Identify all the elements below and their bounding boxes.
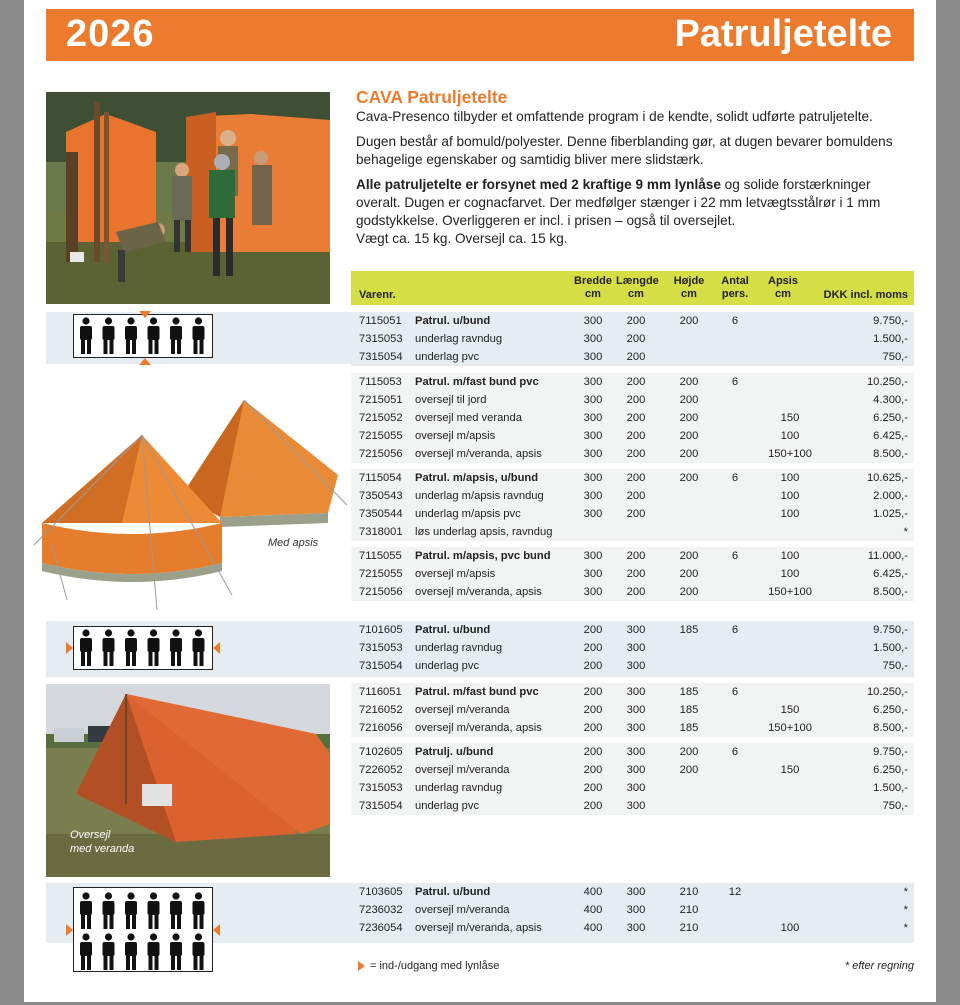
cell-hoejde: 185 [679,686,699,698]
cell-apsis: 100 [780,508,800,520]
table-row [351,445,914,463]
zipper-highlight: Alle patruljetelte er forsynet med 2 kraftige 9 mm lynlåse [356,177,721,192]
cell-bredde: 200 [583,800,603,812]
cell-description: Patrul. u/bund [415,624,491,636]
cell-description: oversejl med veranda [415,412,522,424]
header-hoejde: Højde cm [673,275,705,300]
caption-oversejl: Oversejl med veranda [70,829,135,855]
cell-laengde: 300 [626,722,646,734]
cell-bredde: 300 [583,412,603,424]
cell-description: oversejl m/veranda [415,904,510,916]
cell-description: underlag pvc [415,660,480,672]
cell-bredde: 400 [583,904,603,916]
cell-laengde: 200 [626,376,646,388]
header-bredde: Bredde cm [574,275,612,300]
cell-bredde: 300 [583,448,603,460]
product-group [351,883,914,937]
cell-laengde: 200 [626,448,646,460]
cell-laengde: 300 [626,764,646,776]
cell-varenr: 7215056 [359,448,403,460]
cell-apsis: 150 [780,704,800,716]
photo-scouts-pitching-tent [46,92,330,304]
caption-med-apsis: Med apsis [268,537,319,549]
cell-apsis: 150 [780,764,800,776]
cell-varenr: 7215056 [359,586,403,598]
cell-laengde: 200 [626,412,646,424]
cell-price: 1.025,- [873,508,908,520]
table-row [351,683,914,701]
cell-hoejde: 200 [679,568,699,580]
table-row [351,312,914,330]
cell-laengde: 200 [626,568,646,580]
six-person-icon [73,626,213,670]
cell-price: 6.425,- [873,430,908,442]
table-row [351,583,914,601]
table-row [351,505,914,523]
cell-laengde: 200 [626,333,646,345]
cell-laengde: 300 [626,660,646,672]
cell-antal: 6 [731,624,739,636]
cell-price: 11.000,- [867,550,908,562]
table-row [351,743,914,761]
cell-description: Patrul. m/fast bund pvc [415,376,539,388]
cell-varenr: 7216056 [359,722,403,734]
cell-bredde: 400 [583,886,603,898]
table-row [351,427,914,445]
legend-zipper-entrance: = ind-/udgang med lynlåse [370,960,500,972]
cell-price: 750,- [882,351,908,363]
intro-text [356,88,916,255]
cell-bredde: 300 [583,472,603,484]
product-group [351,373,914,463]
entrance-arrow-icon [139,311,151,318]
cell-description: Patrulj. u/bund [415,746,494,758]
cell-laengde: 300 [626,886,646,898]
cell-description: oversejl m/veranda [415,704,510,716]
table-row [351,487,914,505]
cell-price: 6.250,- [873,412,908,424]
weight-note: Vægt ca. 15 kg. Oversejl ca. 15 kg. [356,231,568,246]
product-group [351,547,914,601]
cell-antal: 6 [731,686,739,698]
table-row [351,657,914,675]
cell-varenr: 7318001 [359,526,403,538]
cell-varenr: 7315053 [359,642,403,654]
table-row [351,883,914,901]
product-group [351,312,914,366]
cell-bredde: 200 [583,686,603,698]
cell-price: 1.500,- [873,642,908,654]
cell-description: underlag ravndug [415,782,503,794]
table-row [351,797,914,815]
cell-price: 8.500,- [873,448,908,460]
cell-hoejde: 200 [679,472,699,484]
cell-apsis: 100 [780,472,800,484]
cell-price: 1.500,- [873,782,908,794]
cell-price: 8.500,- [873,586,908,598]
table-row [351,547,914,565]
cell-hoejde: 200 [679,412,699,424]
cell-laengde: 300 [626,782,646,794]
table-row [351,469,914,487]
cell-laengde: 200 [626,430,646,442]
cell-hoejde: 200 [679,764,699,776]
cell-description: Patrul. m/apsis, pvc bund [415,550,551,562]
cell-price: 9.750,- [873,315,908,327]
cell-bredde: 200 [583,624,603,636]
entrance-arrow-icon [139,358,151,365]
cell-bredde: 300 [583,351,603,363]
table-row [351,719,914,737]
cell-price: * [903,922,908,934]
photo-tents-with-apsis [32,395,347,615]
cell-varenr: 7215055 [359,568,403,580]
cell-price: 4.300,- [873,394,908,406]
cell-varenr: 7215055 [359,430,403,442]
cell-varenr: 7115053 [359,376,402,388]
footnote-price-on-request: * efter regning [844,960,914,972]
cell-antal: 6 [731,376,739,388]
cell-hoejde: 200 [679,746,699,758]
table-row [351,391,914,409]
cell-description: Patrul. u/bund [415,315,491,327]
cell-bredde: 200 [583,746,603,758]
cell-price: * [903,526,908,538]
cell-laengde: 300 [626,642,646,654]
cell-price: 6.250,- [873,764,908,776]
cell-laengde: 300 [626,746,646,758]
cell-bredde: 200 [583,642,603,654]
cell-hoejde: 210 [679,904,699,916]
cell-description: Patrul. m/apsis, u/bund [415,472,539,484]
cell-apsis: 100 [780,568,800,580]
intro-paragraph-3-rest: og solide forstærkninger overalt. Dugen er cognacfarvet. Der medfølger stænger i 22 mm letvægtsstålrør i 1 mm godstykkelse. Overliggeren er incl. i prisen – også til oversejlet. [356,177,881,228]
cell-laengde: 200 [626,351,646,363]
cell-description: oversejl m/veranda, apsis [415,722,542,734]
cell-hoejde: 200 [679,586,699,598]
cell-apsis: 150 [780,412,800,424]
table-row [351,373,914,391]
table-row [351,330,914,348]
product-group [351,683,914,737]
cell-antal: 6 [731,550,739,562]
cell-description: underlag pvc [415,800,480,812]
header-apsis: Apsis cm [768,275,798,300]
cell-varenr: 7315054 [359,800,403,812]
catalog-page [24,0,936,1002]
cell-laengde: 200 [626,472,646,484]
cell-varenr: 7116051 [359,686,402,698]
cell-bredde: 300 [583,394,603,406]
cell-varenr: 7102605 [359,746,403,758]
cell-antal: 6 [731,315,739,327]
cell-hoejde: 200 [679,376,699,388]
header-pris: DKK incl. moms [823,289,908,301]
cell-varenr: 7350543 [359,490,403,502]
cell-bredde: 300 [583,568,603,580]
cell-description: løs underlag apsis, ravndug [415,526,553,538]
cell-bredde: 200 [583,722,603,734]
cell-description: oversejl m/apsis [415,568,496,580]
entrance-arrow-icon [213,642,220,654]
cell-varenr: 7226052 [359,764,403,776]
entrance-arrow-icon [66,924,73,936]
cell-bredde: 300 [583,315,603,327]
catalog-year: 2026 [66,13,155,55]
six-person-icon [73,314,213,358]
cell-description: underlag pvc [415,351,480,363]
persons-icon [74,890,211,931]
cell-bredde: 300 [583,586,603,598]
table-header [351,271,914,305]
table-row [351,701,914,719]
cell-bredde: 300 [583,430,603,442]
intro-paragraph-1: Cava-Presenco tilbyder et omfattende program i de kendte, solidt udførte patruljetelte. [356,109,873,124]
cell-hoejde: 210 [679,886,699,898]
cell-price: * [903,904,908,916]
cell-apsis: 150+100 [768,586,812,598]
persons-icon [74,315,211,356]
cell-laengde: 200 [626,586,646,598]
cell-apsis: 100 [780,490,800,502]
cell-price: 6.250,- [873,704,908,716]
cell-bredde: 300 [583,550,603,562]
cell-hoejde: 185 [679,704,699,716]
table-row [351,761,914,779]
table-row [351,621,914,639]
header-antal: Antal pers. [721,275,749,300]
cell-varenr: 7315053 [359,782,403,794]
product-group [351,743,914,815]
cell-apsis: 100 [780,430,800,442]
cell-antal: 6 [731,746,739,758]
cell-laengde: 300 [626,704,646,716]
cell-bredde: 300 [583,508,603,520]
cell-hoejde: 185 [679,722,699,734]
cell-varenr: 7115051 [359,315,402,327]
cell-description: oversejl m/veranda, apsis [415,586,542,598]
cell-laengde: 200 [626,490,646,502]
cell-laengde: 200 [626,550,646,562]
page-title: Patruljetelte [674,13,892,55]
cell-price: 8.500,- [873,722,908,734]
cell-bredde: 400 [583,922,603,934]
cell-apsis: 100 [780,922,800,934]
cell-description: oversejl til jord [415,394,487,406]
cell-laengde: 300 [626,686,646,698]
cell-laengde: 300 [626,624,646,636]
twelve-person-icon [73,887,213,972]
cell-antal: 6 [731,472,739,484]
table-row [351,348,914,366]
cell-laengde: 300 [626,904,646,916]
intro-paragraph-3 [356,176,916,230]
cell-varenr: 7236054 [359,922,403,934]
cell-apsis: 150+100 [768,722,812,734]
cell-varenr: 7103605 [359,886,403,898]
cell-description: underlag ravndug [415,333,503,345]
cell-bredde: 200 [583,782,603,794]
cell-price: * [903,886,908,898]
cell-hoejde: 200 [679,394,699,406]
cell-price: 750,- [882,800,908,812]
cell-laengde: 200 [626,508,646,520]
header-laengde: Længde cm [616,275,659,300]
cell-description: oversejl m/veranda, apsis [415,922,542,934]
product-heading: CAVA Patruljetelte [356,87,508,107]
cell-laengde: 300 [626,800,646,812]
cell-varenr: 7315054 [359,351,403,363]
zipper-arrow-icon [358,961,365,971]
cell-varenr: 7101605 [359,624,403,636]
cell-hoejde: 200 [679,430,699,442]
cell-bredde: 200 [583,704,603,716]
cell-price: 9.750,- [873,624,908,636]
cell-antal: 12 [728,886,742,898]
table-row [351,901,914,919]
cell-price: 1.500,- [873,333,908,345]
table-row [351,523,914,541]
table-row [351,639,914,657]
cell-bredde: 300 [583,376,603,388]
cell-description: Patrul. m/fast bund pvc [415,686,539,698]
cell-varenr: 7215052 [359,412,403,424]
cell-bredde: 300 [583,333,603,345]
cell-apsis: 100 [780,550,800,562]
product-group [351,469,914,541]
persons-icon [74,627,211,668]
cell-laengde: 200 [626,315,646,327]
table-row [351,779,914,797]
cell-hoejde: 185 [679,624,699,636]
entrance-arrow-icon [213,924,220,936]
cell-varenr: 7315054 [359,660,403,672]
cell-price: 9.750,- [873,746,908,758]
cell-price: 10.250,- [866,376,908,388]
intro-paragraph-2: Dugen består af bomuld/polyester. Denne fiberblanding gør, at dugen bevarer bomuldens behagelige egenskaber og samtidig bliver mere slidstærk. [356,134,893,167]
cell-description: underlag m/apsis ravndug [415,490,544,502]
cell-hoejde: 210 [679,922,699,934]
cell-apsis: 150+100 [768,448,812,460]
cell-bredde: 200 [583,660,603,672]
cell-price: 750,- [882,660,908,672]
table-row [351,565,914,583]
table-row [351,919,914,937]
cell-varenr: 7350544 [359,508,403,520]
persons-icon [74,931,211,972]
cell-description: oversejl m/apsis [415,430,496,442]
cell-varenr: 7215051 [359,394,403,406]
cell-bredde: 200 [583,764,603,776]
cell-laengde: 300 [626,922,646,934]
cell-price: 2.000,- [873,490,908,502]
header-varenr: Varenr. [359,289,396,301]
cell-price: 6.425,- [873,568,908,580]
cell-description: underlag m/apsis pvc [415,508,521,520]
cell-varenr: 7115055 [359,550,402,562]
cell-hoejde: 200 [679,448,699,460]
title-banner [46,9,914,61]
cell-description: Patrul. u/bund [415,886,491,898]
cell-description: oversejl m/veranda, apsis [415,448,542,460]
cell-hoejde: 200 [679,315,699,327]
cell-price: 10.625,- [866,472,908,484]
cell-laengde: 200 [626,394,646,406]
cell-varenr: 7115054 [359,472,402,484]
cell-description: underlag ravndug [415,642,503,654]
cell-price: 10.250,- [866,686,908,698]
cell-varenr: 7216052 [359,704,403,716]
table-row [351,409,914,427]
product-group [351,621,914,675]
cell-bredde: 300 [583,490,603,502]
cell-hoejde: 200 [679,550,699,562]
cell-varenr: 7236032 [359,904,403,916]
entrance-arrow-icon [66,642,73,654]
cell-varenr: 7315053 [359,333,403,345]
cell-description: oversejl m/veranda [415,764,510,776]
